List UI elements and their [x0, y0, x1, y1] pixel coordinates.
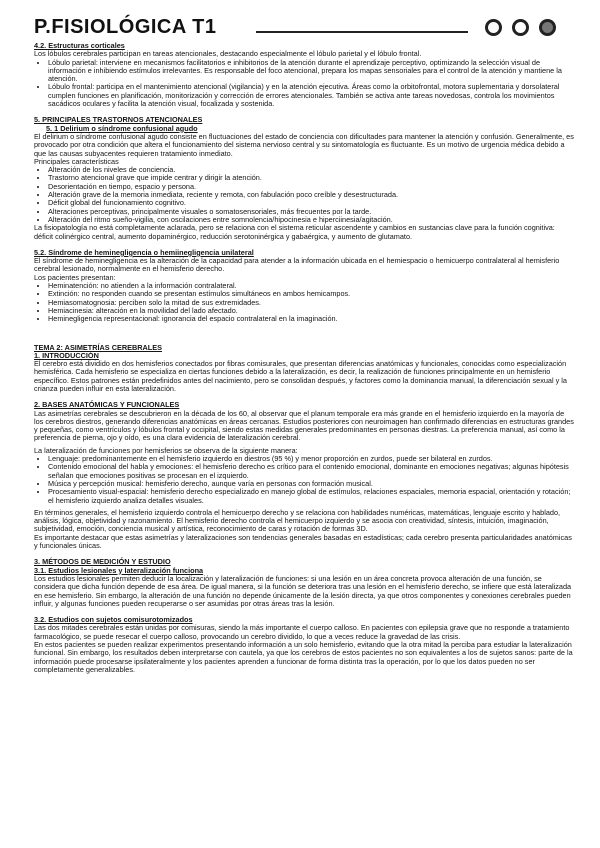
list-item: • Déficit global del funcionamiento cognitivo.	[48, 199, 574, 207]
list-item: • Contenido emocional del habla y emociones: el hemisferio derecho es crítico para el contenido emocional, dominante en emociones negativas; algunas hipótesis señalan que emociones positivas se procesan en el izquierdo.	[48, 463, 574, 480]
paragraph: La lateralización de funciones por hemisferios se observa de la siguiente manera:	[34, 445, 298, 455]
subsection-heading: 3.1. Estudios lesionales y lateralización funciona	[34, 565, 204, 575]
list-item: • Alteración grave de la memoria inmediata, reciente y remota, con fabulación poco creíble y desestructurada.	[48, 191, 574, 199]
bullet-list	[34, 166, 574, 224]
section-heading: 5. PRINCIPALES TRASTORNOS ATENCIONALES	[34, 115, 203, 125]
section-heading: 3. MÉTODOS DE MEDICIÓN Y ESTUDIO	[34, 557, 171, 567]
paragraph: El cerebro está dividido en dos hemisferios conectados por fibras comisurales, que presentan diferencias anatómicas y funcionales, conocidas como especialización hemisférica. Cada hemisferio se especializa en ciertas funciones debido a la lateralización, es decir, la realización de funciones principalmente en un hemisferio específico. Estos patrones están predefinidos antes del nacimiento, pero se consolidan después, y factores como la dominancia manual, la diferenciación sexual y la crianza pueden influir en esta lateralización.	[34, 359, 567, 393]
chapter-heading: TEMA 2: ASIMETRÍAS CEREBRALES	[34, 342, 162, 352]
paragraph: Las asimetrías cerebrales se descubrieron en la década de los 60, al observar que el planum temporale era más grande en el hemisferio izquierdo en la mayoría de los cerebros diestros, generando diferencias anatómicas en áreas cercanas. Estudios posteriores con neuroimagen han confirmado diferencias en estructuras grandes y pequeñas, como ventrículos y lóbulos frontal y occipital, siendo estas medidas generales predominantes en personas diestras. La preferencia manual, así como la preferencia de pierna, ojo y oído, es una clara evidencia de lateralización cerebral.	[34, 408, 574, 443]
paragraph: Los pacientes presentan:	[34, 272, 116, 282]
list-item: • Trastorno atencional grave que impide centrar y dirigir la atención.	[48, 174, 574, 182]
list-item: • Música y percepción musical: hemisferio derecho, aunque varía en personas con formación musical.	[48, 480, 574, 488]
section-heading: 2. BASES ANATÓMICAS Y FUNCIONALES	[34, 400, 180, 410]
paragraph: Principales características	[34, 156, 119, 166]
paragraph: Los estudios lesionales permiten deducir la localización y lateralización de funciones: si una lesión en un área concreta provoca alteración de una función, se considera que dicha función depende de esa área. De igual manera, si la función se deteriora tras una lesión en el hemisferio derecho, se infiere que está lateralizada en ese hemisferio. Sin embargo, la alteración de una función no depende únicamente de la lesión directa, ya que otros componentes y conexiones cerebrales pueden influir, y algunas funciones pueden recuperarse o ser asumidas por otras áreas tras la lesión.	[34, 573, 572, 608]
bullet-list	[34, 59, 574, 109]
page-title: P.FISIOLÓGICA T1	[34, 16, 217, 38]
circle-icon	[485, 19, 502, 36]
paragraph: Las dos mitades cerebrales están unidas por comisuras, siendo la más importante el cuerpo calloso. En pacientes con epilepsia grave que no responde a tratamiento farmacológico, se puede resecar el cuerpo calloso, provocando un cerebro dividido, lo que a veces reduce la gravedad de las crisis.	[34, 623, 570, 641]
list-item: • Lenguaje: predominantemente en el hemisferio izquierdo en diestros (95 %) y menor proporción en zurdos, puede ser bilateral en zurdos.	[48, 455, 574, 463]
paragraph: La fisiopatología no está completamente aclarada, pero se relaciona con el sistema reticular ascendente y cambios en sustancias clave para la función cognitiva: déficit colinérgico central, aumento dopaminérgico, reducción serotoninérgica y gabaérgica, y aumento de glutamato.	[34, 223, 555, 241]
list-item: • Heminegligencia representacional: ignorancia del espacio contralateral en la imaginación.	[48, 315, 574, 323]
list-item: • Desorientación en tiempo, espacio y persona.	[48, 183, 574, 191]
document-body	[34, 42, 574, 674]
list-item: • Lóbulo parietal: interviene en mecanismos facilitatorios e inhibitorios de la atención durante el aprendizaje perceptivo, optimizando la selección visual de información e inhibiendo estímulos irrelevantes. Es responsable del foco atencional, prepara los mapas sensoriales para el control de la atención y mantiene la atención.	[48, 59, 574, 84]
paragraph: El síndrome de heminegligencia es la alteración de la capacidad para atender a la información ubicada en el hemiespacio o hemicuerpo contralateral al hemisferio cerebral lesionado, normalmente en el hemisferio derecho.	[34, 256, 560, 274]
list-item: • Heminatención: no atienden a la información contralateral.	[48, 282, 574, 290]
bullet-list	[34, 455, 574, 505]
header-rule	[256, 31, 468, 33]
paragraph: En términos generales, el hemisferio izquierdo controla el hemicuerpo derecho y se relaciona con habilidades numéricas, matemáticas, lenguaje escrito y hablado, análisis, lógica, objetividad y razonamiento. El hemisferio derecho controla el hemicuerpo izquierdo y se asocia con creatividad, síntesis, intuición, imaginación, subjetividad, emoción, conciencia musical y artística, reconocimiento de caras y rotación de formas 3D.	[34, 507, 561, 534]
section-heading: 4.2. Estructuras corticales	[34, 41, 125, 50]
subsection-heading: 5. 1 Delirium o síndrome confusional agudo	[46, 123, 198, 133]
paragraph: El delirium o síndrome confusional agudo consiste en fluctuaciones del estado de conciencia con dificultades para mantener la atención y confusión. Generalmente, es provocado por otra condición que altera el funcionamiento del sistema nervioso central y su sintomatología es fluctuante. Es un motivo de urgencia médica debido a que las causas subyacentes requieren tratamiento inmediato.	[34, 131, 574, 158]
list-item: • Alteraciones perceptivas, principalmente visuales o somatosensoriales, más frecuentes por la tarde.	[48, 208, 574, 216]
list-item: • Hemiacinesia: alteración en la movilidad del lado afectado.	[48, 307, 574, 315]
list-item: • Lóbulo frontal: participa en el mantenimiento atencional (vigilancia) y en la atención ejecutiva. Áreas como la orbitofrontal, motora suplementaria y dorsolateral cumplen funciones en planificación, monitorización y corrección de errores atencionales. También se activa ante tareas novedosas, controla los movimientos sacádicos oculares y facilita la atención visual, focalizada y sostenida.	[48, 83, 574, 108]
paragraph: Los lóbulos cerebrales participan en tareas atencionales, destacando especialmente el lóbulo parietal y el lóbulo frontal.	[34, 49, 422, 59]
section-heading: 5.2. Síndrome de heminegligencia o hemiinegligencia unilateral	[34, 247, 254, 257]
list-item: • Extinción: no responden cuando se presentan estímulos simultáneos en ambos hemicampos.	[48, 290, 574, 298]
list-item: • Alteración de los niveles de conciencia.	[48, 166, 574, 174]
list-item: • Alteración del ritmo sueño-vigilia, con oscilaciones entre somnolencia/hipocinesia e hiperciinesia/agitación.	[48, 216, 574, 224]
filled-circle-icon	[539, 19, 556, 36]
list-item: • Procesamiento visual-espacial: hemisferio derecho especializado en manejo global de estímulos, relaciones espaciales, memoria espacial, orientación y rotación; el hemisferio izquierdo analiza detalles visuales.	[48, 488, 574, 505]
section-heading: 1. INTRODUCCIÓN	[34, 350, 99, 360]
paragraph: En estos pacientes se pueden realizar experimentos presentando información a un solo hemisferio, evitando que la otra mitad la perciba para estudiar la lateralización funcional. Sin embargo, los resultados deben interpretarse con cautela, ya que los cerebros de estos pacientes no son equivalentes a los de sujetos sanos: parte de la información puede procesarse ipsilateralmente y los pacientes aprenden a funcionar de forma distinta tras la operación, por lo que los datos pueden no ser completamente generalizables.	[34, 640, 573, 674]
subsection-heading: 3.2. Estudios con sujetos comisurotomizados	[34, 615, 193, 625]
paragraph: Es importante destacar que estas asimetrías y lateralizaciones son tendencias generales basadas en estadísticas; cada cerebro presenta particularidades anatómicas y funcionales únicas.	[34, 532, 572, 551]
bullet-list	[34, 282, 574, 323]
circle-icon	[512, 19, 529, 36]
list-item: • Hemiasomatognosia: perciben solo la mitad de sus extremidades.	[48, 299, 574, 307]
